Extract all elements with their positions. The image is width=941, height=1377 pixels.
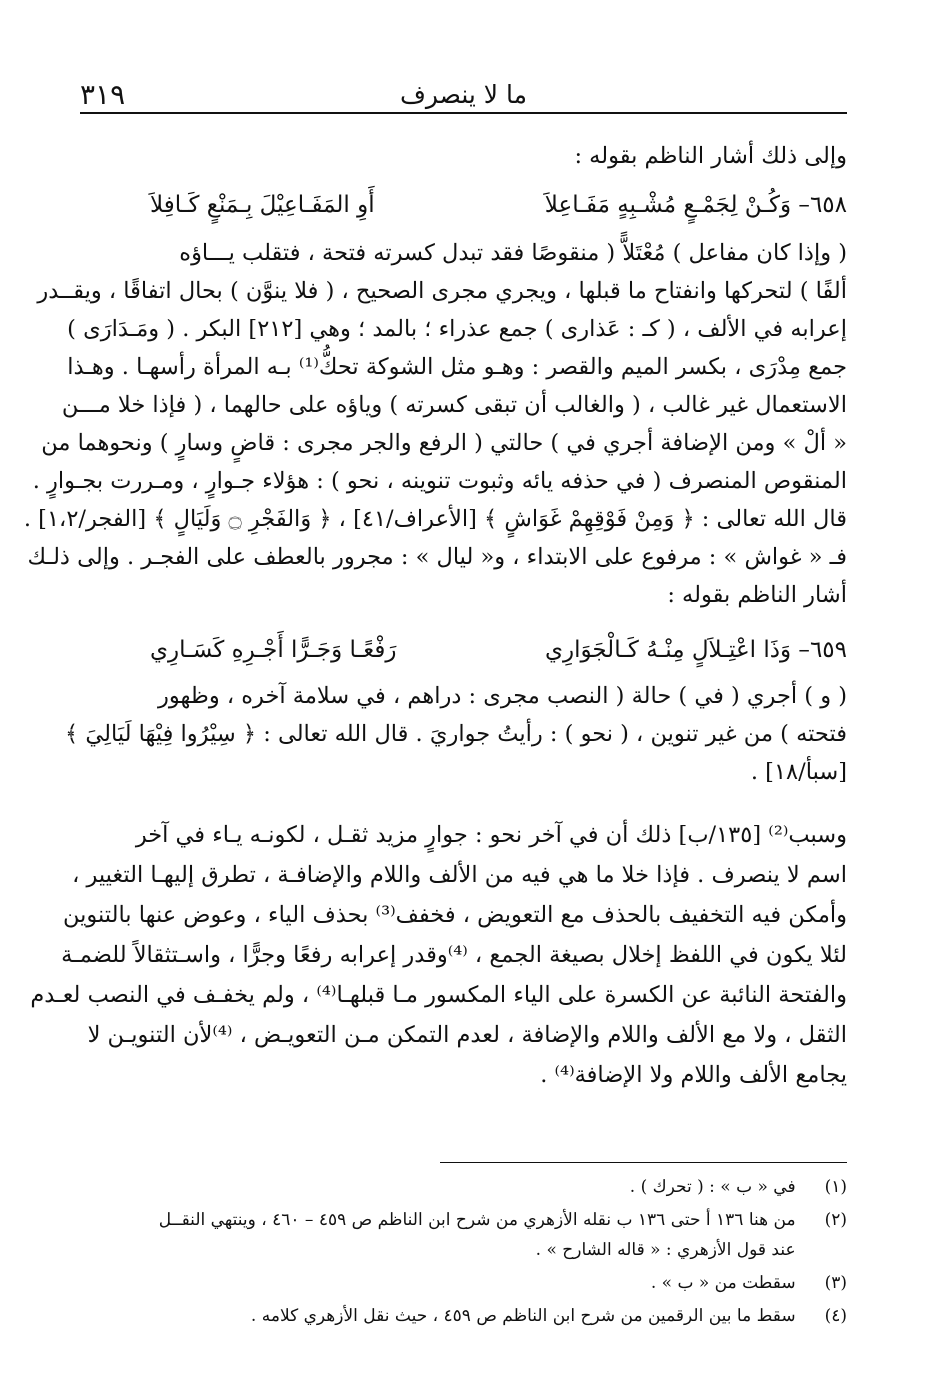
footnote-3 — [80, 1268, 847, 1298]
footnote-number: (٢) — [824, 1210, 847, 1230]
text-line: قال الله تعالى : ﴿ وَمِنْ فَوْقِهِمْ غَوَاشٍ ﴾ [الأعراف/٤١] ، ﴿ وَالفَجْرِ ۝ وَلَيَالٍ ﴾ [الفجر/١،٢] . — [23, 506, 847, 532]
verse-hemistich: رَفْعًـا وَجَـرًّا أَجْـرِهِ كَسَـارِي — [150, 637, 397, 663]
page-number: ٣١٩ — [80, 78, 126, 111]
verse-hemistich: ٦٥٩– وَذَا اعْتِـلاَلٍ مِنْـهُ كَـالْجَوَارِي — [544, 637, 847, 663]
text-line: ( وإذا كان مفاعل ) مُعْتَلاًّ ( منقوصًا فقد تبدل كسرته فتحة ، فتقلب يـــاؤه — [179, 240, 847, 266]
footnote-text: سقطت من « ب » . — [650, 1273, 796, 1293]
footnote-number: (٤) — [824, 1306, 847, 1326]
text-line: « ألْ » ومن الإضافة أجري في ) حالتي ( الرفع والجر مجرى : قاضٍ وسارٍ ) ونحوهما من — [41, 430, 847, 456]
text-line: اسم لا ينصرف . فإذا خلا ما هي فيه من الألف واللام والإضافـة ، تطرق إليهـا التغيير ، — [72, 862, 847, 888]
footnote-number: (٣) — [824, 1273, 847, 1293]
footnote-text: من هنا ١٣٦ أ حتى ١٣٦ ب نقله الأزهري من شرح ابن الناظم ص ٤٥٩ – ٤٦٠ ، وينتهي النقــل — [158, 1210, 796, 1230]
text-line: جمع مِدْرَى ، بكسر الميم والقصر : وهـو مثل الشوكة تحكُّ⁽¹⁾ بـه المرأة رأسهـا . وهـذا — [67, 354, 847, 380]
footnote-2-continued — [80, 1235, 847, 1265]
text-line: ألفًا ) لتحركها وانفتاح ما قبلها ، ويجري مجرى الصحيح ، ( فلا ينوَّن ) بحال اتفاقًا ، ويقــدر — [37, 278, 847, 304]
text-line: فـ « غواش » : مرفوع على الابتداء ، و« ليال » : مجرور بالعطف على الفجـر . وإلى ذلـك — [27, 544, 847, 570]
footnote-text: في « ب » : ( تحرك ) . — [629, 1177, 796, 1197]
footnote-separator — [440, 1162, 847, 1163]
footnote-4 — [80, 1301, 847, 1331]
footnote-text: سقط ما بين الرقمين من شرح ابن الناظم ص ٤٥٩ ، حيث نقل الأزهري كلامه . — [250, 1306, 796, 1326]
verse-hemistich: ٦٥٨– وَكُـنْ لِجَمْـعٍ مُشْـبِهٍ مَفَـاعِلاَ — [544, 192, 847, 218]
text-line: فتحته ) من غير تنوين ، ( نحو ) : رأيتُ جواريَ . قال الله تعالى : ﴿ سِيْرُوا فِيْهَا لَيَالِيَ ﴾ — [65, 721, 847, 747]
verse-hemistich: أَوِ المَفَـاعِيْلَ بِـمَنْعٍ كَـافِلاَ — [150, 192, 375, 218]
text-line: الثقل ، ولا مع الألف واللام والإضافة ، لعدم التمكن مـن التعويـض ، ⁽⁴⁾لأن التنويـن لا — [87, 1022, 847, 1048]
footnote-text: عند قول الأزهري : « قاله الشارح » . — [535, 1240, 796, 1260]
chapter-title: ما لا ينصرف — [399, 80, 528, 109]
text-line: وأمكن فيه التخفيف بالحذف مع التعويض ، فخفف⁽³⁾ بحذف الياء ، وعوض عنها بالتنوين — [63, 902, 847, 928]
text-line: [سبأ/١٨] . — [750, 759, 847, 785]
verse-659 — [80, 630, 847, 670]
text-line: إعرابه في الألف ، ( كـ : عَذارى ) جمع عذراء ؛ بالمد ؛ وهي [٢١٢] البكر . ( ومَـدَارَى ) — [67, 316, 847, 342]
footnote-2 — [80, 1205, 847, 1235]
verse-658 — [80, 185, 847, 225]
text-line: ( و ) أجري ( في ) حالة ( النصب مجرى : دراهم ، في سلامة آخره ، وظهور — [158, 683, 847, 709]
text-line: لئلا يكون في اللفظ إخلال بصيغة الجمع ، ⁽⁴⁾وقدر إعرابه رفعًا وجرًّا ، واسـتثقالاً للضمـة — [61, 942, 847, 968]
footnote-number: (١) — [824, 1177, 847, 1197]
text-line: المنقوص المنصرف ( في حذفه يائه وثبوت تنوينه ، نحو ) : هؤلاء جـوارٍ ، ومـررت بجـوارٍ . — [32, 468, 847, 494]
text-line: والفتحة النائبة عن الكسرة على الياء المكسور مـا قبلهـا⁽⁴⁾ ، ولم يخفـف في النصب لعـدم — [30, 982, 847, 1008]
text-line: يجامع الألف واللام ولا الإضافة⁽⁴⁾ . — [540, 1062, 847, 1088]
text-line: الاستعمال غير غالب ، ( والغالب أن تبقى كسرته ) وياؤه على حالهما ، ( فإذا خلا مـــن — [61, 392, 847, 418]
text-line: وإلى ذلك أشار الناظم بقوله : — [574, 143, 847, 169]
text-line: أشار الناظم بقوله : — [667, 582, 847, 608]
text-line: وسبب⁽²⁾ [١٣٥/ب] ذلك أن في آخر نحو : جوارٍ مزيد ثقـل ، لكونـه يـاء في آخر — [135, 822, 847, 848]
footnote-1 — [80, 1172, 847, 1202]
running-header — [80, 78, 847, 114]
